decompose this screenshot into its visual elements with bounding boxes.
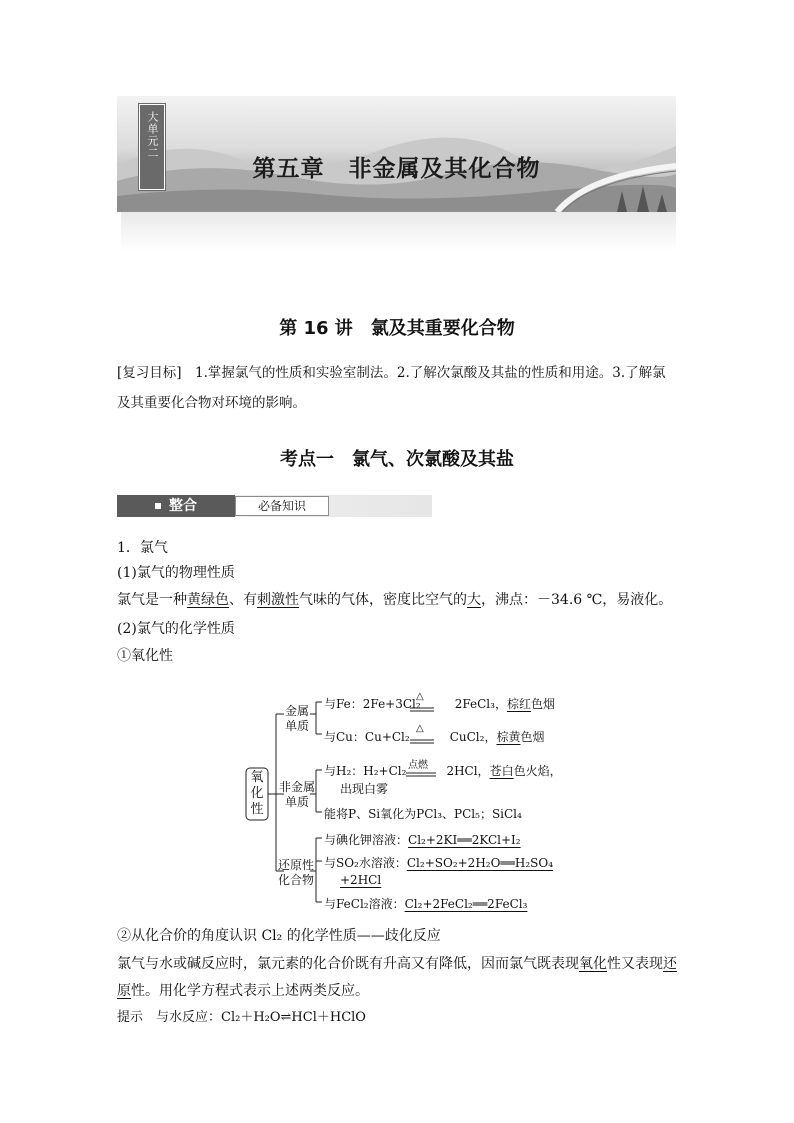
valence-line1: 氯气与水或碱反应时，氯元素的化合价既有升高又有降低，因而氯气既表现氧化性又表现还	[117, 956, 677, 972]
reaction-cu: 与Cu：Cu+Cl₂ CuCl₂，棕黄色烟	[324, 730, 545, 744]
root-oxidizing: 氧化性	[250, 770, 264, 817]
subheading-physical: (1)氯气的物理性质	[117, 565, 235, 581]
branch-nonmetal: 非金属 单质	[278, 780, 315, 809]
condition-heat-icon: △	[416, 691, 424, 702]
reaction-p-si: 能将P、Si氧化为PCl₃、PCl₅；SiCl₄	[324, 807, 522, 821]
oxidizing-heading: ①氧化性	[117, 648, 173, 664]
branch-reducing: 还原性 化合物	[277, 858, 314, 887]
lesson-title: 第 16 讲 氯及其重要化合物	[279, 318, 515, 339]
physical-properties: 氯气是一种黄绿色、有刺激性气味的气体，密度比空气的大，沸点：－34.6 ℃，易液化。	[117, 592, 673, 608]
item-chlorine: 1．氯气	[117, 540, 168, 556]
chapter-banner	[117, 96, 676, 212]
reaction-h2: 与H₂：H₂+Cl₂ 2HCl，苍白色火焰，	[324, 764, 562, 778]
valence-line2: 原性。用化学方程式表示上述两类反应。	[117, 983, 369, 999]
reaction-fecl2: 与FeCl₂溶液：Cl₂+2FeCl₂══2FeCl₃	[324, 897, 528, 911]
hint-line: 提示 与水反应：Cl₂＋H₂O⇌HCl＋HClO	[117, 1010, 366, 1025]
chapter-title: 第五章 非金属及其化合物	[252, 156, 541, 182]
branch-metal: 金属 单质	[284, 704, 309, 733]
subheading-chemical: (2)氯气的化学性质	[117, 621, 235, 637]
oxidation-diagram	[240, 688, 560, 918]
condition-ignite: 点燃	[408, 760, 428, 771]
condition-heat-icon: △	[416, 723, 424, 734]
reaction-h2-fog: 出现白雾	[340, 782, 389, 796]
banner-shadow	[121, 212, 676, 252]
unit-tag: 大单元二	[139, 104, 165, 190]
label-required-knowledge: 必备知识	[235, 496, 329, 516]
reaction-ki: 与碘化钾溶液：Cl₂+2KI══2KCl+I₂	[324, 833, 521, 847]
label-integrate: 整合	[117, 495, 235, 517]
reaction-fe: 与Fe：2Fe+3Cl₂ 2FeCl₃，棕红色烟	[324, 697, 555, 711]
section-title: 考点一 氯气、次氯酸及其盐	[280, 449, 514, 470]
valence-heading: ②从化合价的角度认识 Cl₂ 的化学性质——歧化反应	[117, 928, 441, 944]
review-goals: [复习目标] 1.掌握氯气的性质和实验室制法。2.了解次氯酸及其盐的性质和用途。3.了解氯 及其重要化合物对环境的影响。	[117, 365, 666, 411]
square-bullet-icon	[155, 503, 161, 509]
review-label: [复习目标]	[117, 365, 182, 381]
reaction-so2: 与SO₂水溶液：Cl₂+SO₂+2H₂O══H₂SO₄	[324, 856, 554, 870]
section-label	[117, 495, 432, 517]
reaction-so2-cont: +2HCl	[340, 873, 382, 887]
